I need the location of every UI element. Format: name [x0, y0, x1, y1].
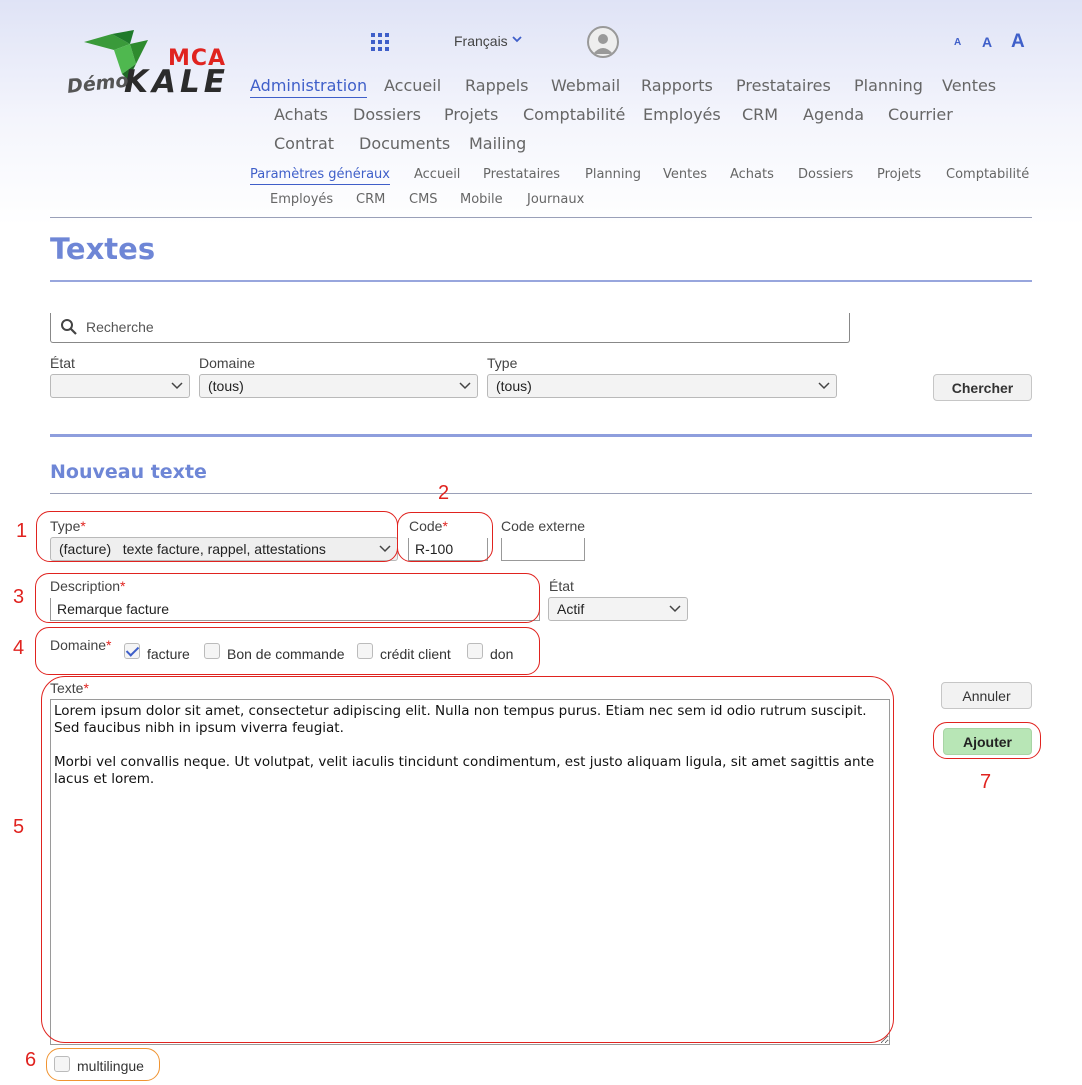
code-externe-label: Code externe [501, 518, 586, 534]
domaine-credit-client-label: crédit client [380, 646, 451, 662]
annotation-box-1 [36, 511, 398, 562]
annotation-number-1: 1 [16, 520, 28, 542]
logo-demo: Démo [66, 69, 130, 98]
nav-item-contrat[interactable]: Contrat [274, 134, 335, 153]
type-label: Type* [50, 518, 86, 534]
domaine-don-label: don [490, 646, 514, 662]
nav-item-comptabilite[interactable]: Comptabilité [523, 105, 626, 124]
font-size-medium-button[interactable]: A [982, 34, 993, 50]
filter-domaine-value: (tous) [208, 378, 244, 394]
apps-grid-icon[interactable] [371, 33, 389, 51]
chevron-down-icon [669, 601, 681, 618]
nav-item-prestataires[interactable]: Prestataires [736, 76, 831, 95]
filter-etat-label: État [50, 355, 75, 371]
subnav-item-achats[interactable]: Achats [730, 167, 774, 182]
nav-item-rapports[interactable]: Rapports [641, 76, 713, 95]
chercher-button[interactable]: Chercher [933, 374, 1032, 401]
chevron-down-icon [459, 378, 471, 395]
subnav-item-accueil[interactable]: Accueil [414, 167, 461, 182]
domaine-bon-de-commande-label: Bon de commande [227, 646, 345, 662]
subnav-item-parametres-generaux[interactable]: Paramètres généraux [250, 167, 390, 185]
subnav-item-comptabilite[interactable]: Comptabilité [946, 167, 1030, 182]
etat-select[interactable] [548, 597, 688, 621]
nav-item-rappels[interactable]: Rappels [465, 76, 529, 95]
subnav-item-employes[interactable]: Employés [270, 192, 334, 207]
annotation-number-6: 6 [25, 1049, 37, 1071]
nav-item-planning[interactable]: Planning [854, 76, 923, 95]
multilingue-label: multilingue [77, 1058, 144, 1074]
filter-type-select[interactable] [487, 374, 837, 398]
subnav-item-journaux[interactable]: Journaux [527, 192, 585, 207]
nav-item-agenda[interactable]: Agenda [803, 105, 865, 124]
nav-item-documents[interactable]: Documents [359, 134, 451, 153]
filter-etat-select[interactable] [50, 374, 190, 398]
filter-type-value: (tous) [496, 378, 532, 394]
etat-label: État [549, 578, 574, 594]
code-label: Code* [409, 518, 448, 534]
annotation-number-5: 5 [13, 816, 25, 838]
annuler-button[interactable]: Annuler [941, 682, 1032, 709]
subnav-item-cms[interactable]: CMS [409, 192, 438, 207]
annotation-box-4 [35, 627, 540, 675]
subnav-item-prestataires[interactable]: Prestataires [483, 167, 561, 182]
chevron-down-icon [171, 378, 183, 395]
filter-domaine-label: Domaine [199, 355, 256, 371]
nav-item-webmail[interactable]: Webmail [551, 76, 621, 95]
nav-item-achats[interactable]: Achats [274, 105, 329, 124]
user-avatar-icon[interactable] [587, 26, 619, 58]
code-externe-input[interactable] [501, 538, 585, 561]
header-divider [50, 217, 1032, 218]
ajouter-button[interactable]: Ajouter [943, 728, 1032, 755]
subnav-item-ventes[interactable]: Ventes [663, 167, 707, 182]
nav-item-administration[interactable]: Administration [250, 76, 367, 98]
subnav-item-crm[interactable]: CRM [356, 192, 386, 207]
nav-item-employes[interactable]: Employés [643, 105, 721, 124]
type-value: (facture) texte facture, rappel, attestations [59, 541, 326, 557]
section-divider [50, 493, 1032, 494]
chevron-down-icon [818, 378, 830, 395]
search-divider [50, 434, 1032, 437]
subnav-item-planning[interactable]: Planning [585, 167, 641, 182]
nav-item-mailing[interactable]: Mailing [469, 134, 527, 153]
nav-item-crm[interactable]: CRM [742, 105, 779, 124]
font-size-large-button[interactable]: A [1011, 31, 1025, 52]
domaine-label: Domaine* [50, 637, 112, 653]
annotation-box-2 [397, 512, 493, 562]
chevron-down-icon[interactable] [511, 33, 523, 48]
domaine-facture-label: facture [147, 646, 190, 662]
annotation-number-4: 4 [13, 637, 25, 659]
title-divider [50, 280, 1032, 282]
logo-brand: MCA [168, 46, 227, 71]
filter-domaine-select[interactable] [199, 374, 478, 398]
subnav-item-projets[interactable]: Projets [877, 167, 922, 182]
nav-item-projets[interactable]: Projets [444, 105, 499, 124]
annotation-box-3 [35, 573, 540, 623]
description-label: Description* [50, 578, 126, 594]
logo-name: KALE [124, 64, 229, 100]
section-title: Nouveau texte [50, 461, 207, 483]
annotation-number-3: 3 [13, 586, 25, 608]
etat-value: Actif [557, 601, 585, 617]
subnav-item-dossiers[interactable]: Dossiers [798, 167, 854, 182]
annotation-box-6 [46, 1048, 160, 1081]
nav-item-dossiers[interactable]: Dossiers [353, 105, 421, 124]
nav-item-accueil[interactable]: Accueil [384, 76, 442, 95]
annotation-box-5 [41, 676, 894, 1043]
nav-item-courrier[interactable]: Courrier [888, 105, 953, 124]
search-input[interactable] [86, 316, 786, 338]
search-icon [60, 318, 78, 340]
font-size-small-button[interactable]: A [954, 37, 962, 48]
nav-item-ventes[interactable]: Ventes [942, 76, 997, 95]
annotation-box-7 [933, 722, 1041, 759]
filter-type-label: Type [487, 355, 518, 371]
page-title: Textes [50, 232, 156, 266]
language-selector[interactable]: Français [454, 33, 508, 49]
subnav-item-mobile[interactable]: Mobile [460, 192, 503, 207]
annotation-number-7: 7 [980, 771, 992, 793]
annotation-number-2: 2 [438, 482, 450, 504]
texte-label: Texte* [50, 680, 89, 696]
